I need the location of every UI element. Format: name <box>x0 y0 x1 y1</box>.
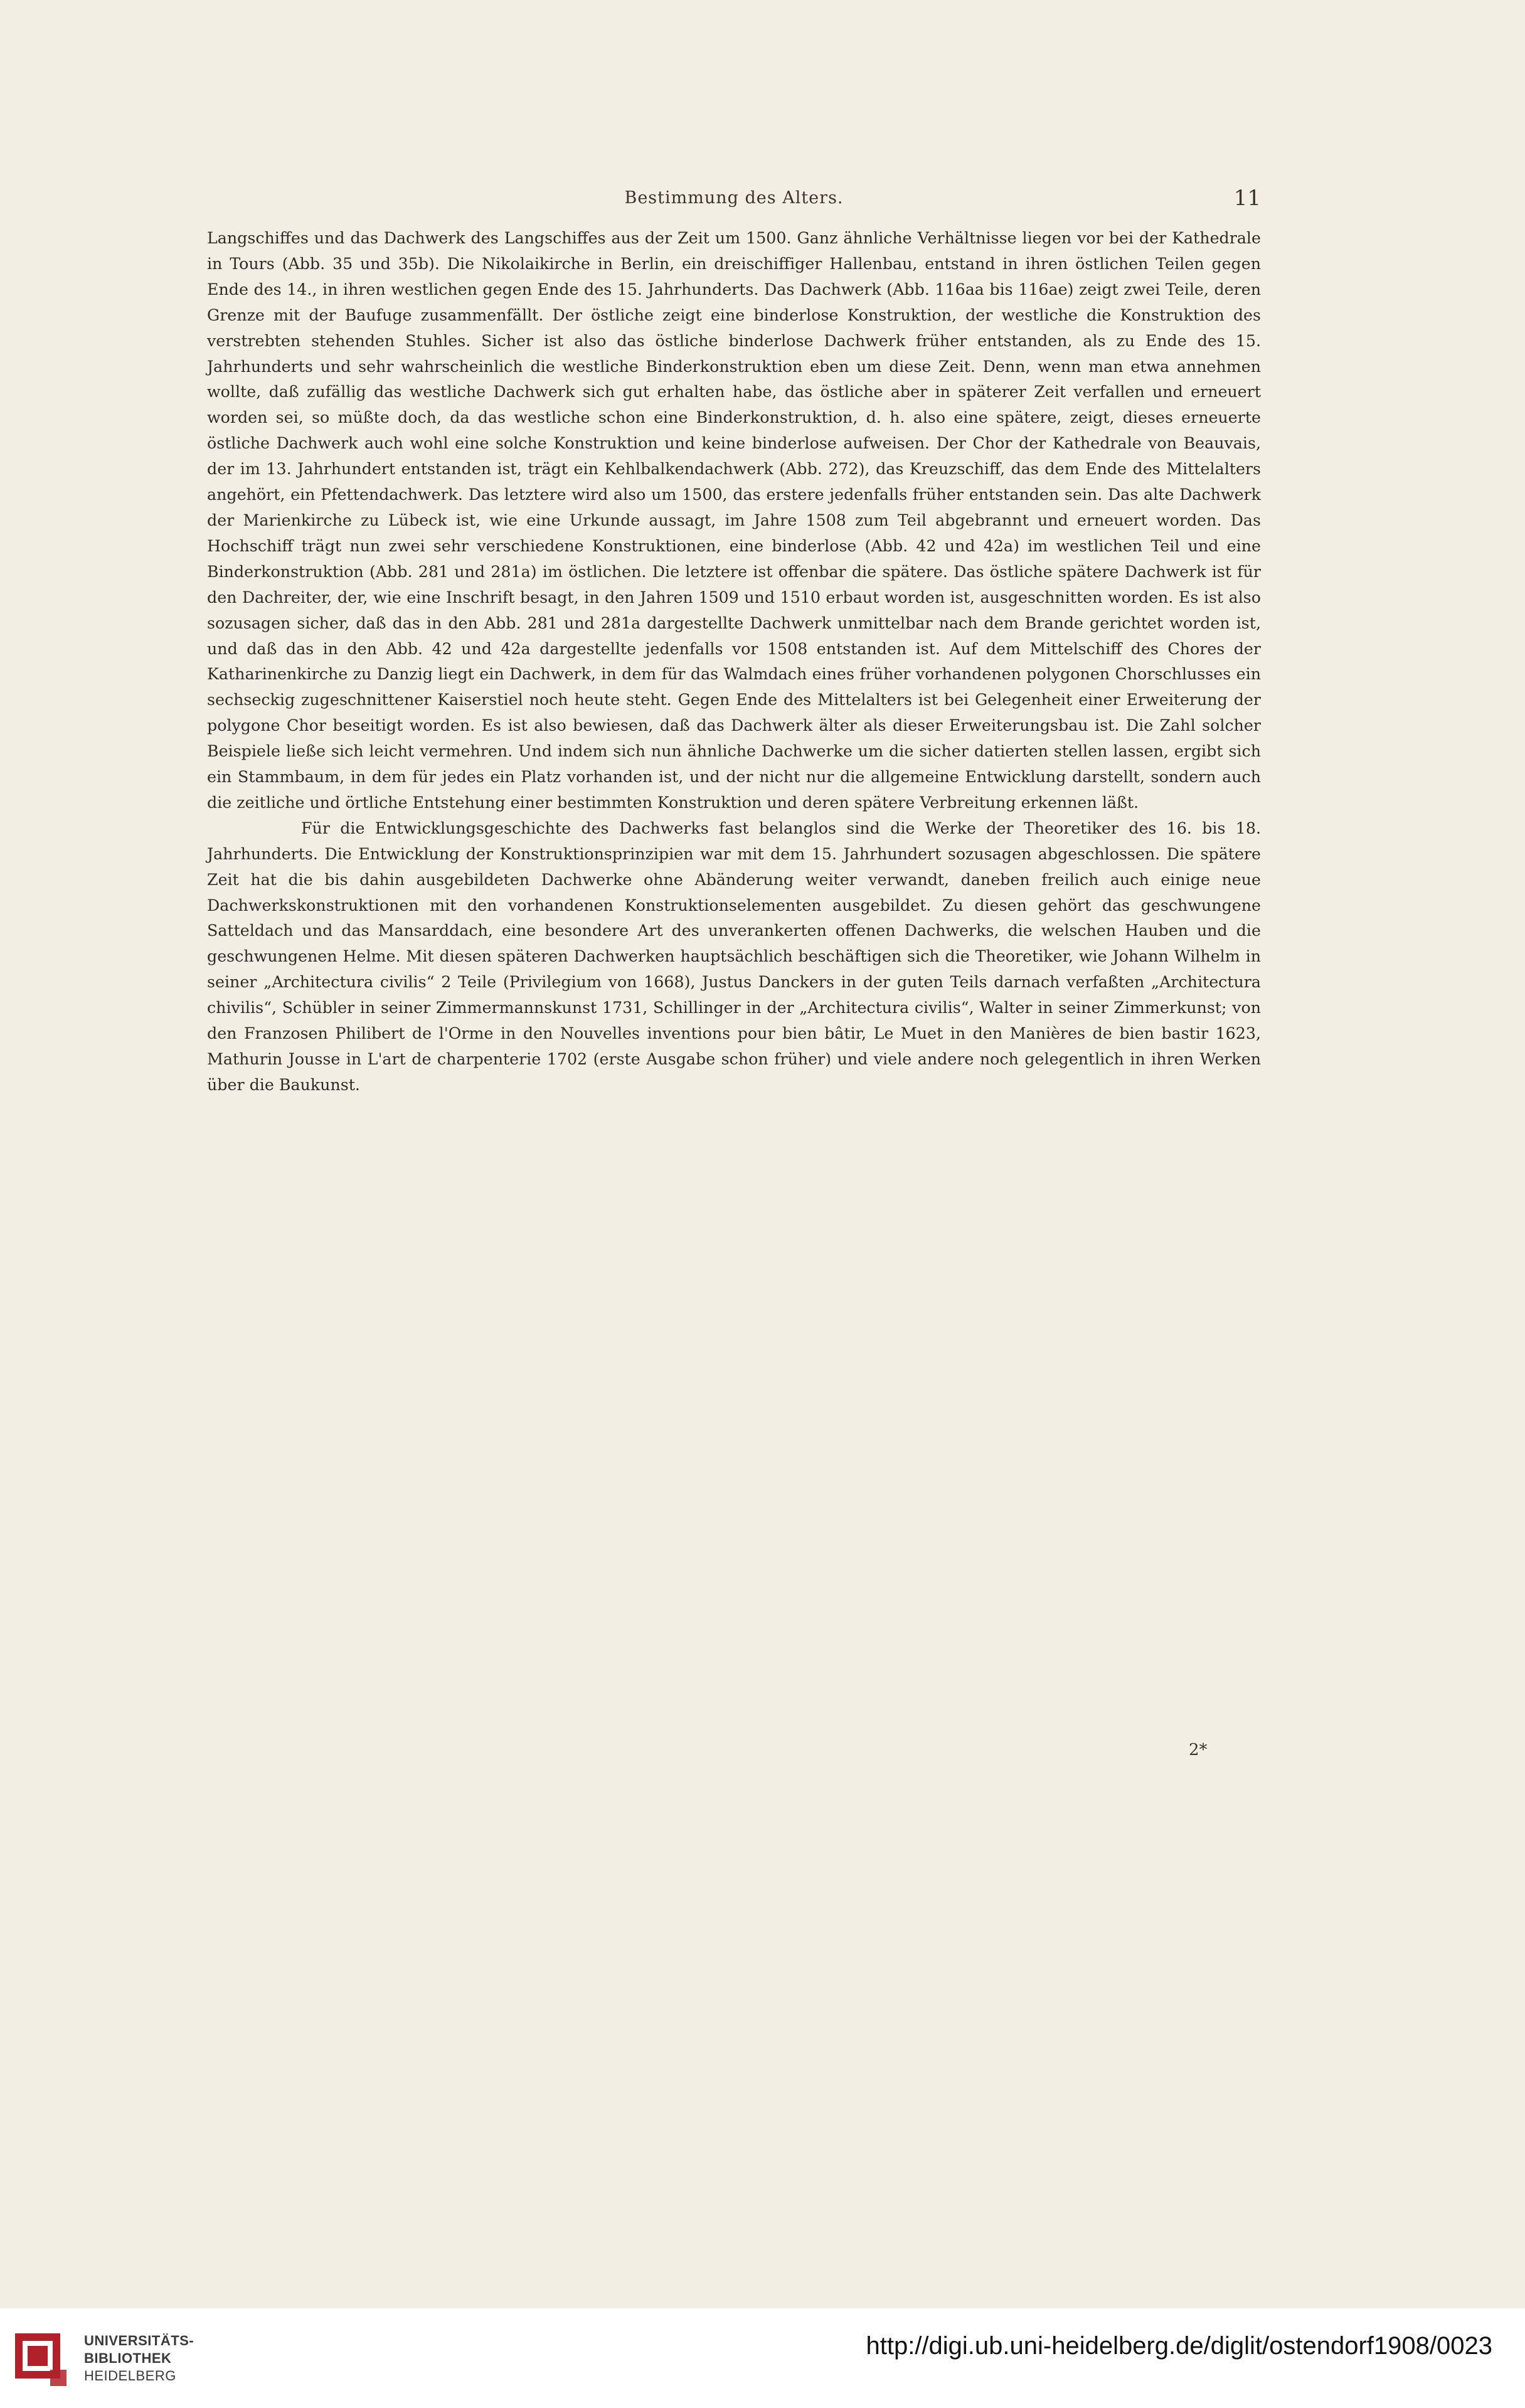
signature-mark: 2* <box>1189 1741 1208 1759</box>
library-name-line-3: HEIDELBERG <box>84 2368 176 2384</box>
paragraph-1: Langschiffes und das Dachwerk des Langschiffes aus der Zeit um 1500. Ganz ähnliche Verhältnisse liegen vor bei der Kathedrale in Tours (Abb. 35 und 35b). Die Nikolaikirche in Berlin, ein dreischiffiger Hallenbau, entstand in ihren östlichen Teilen gegen Ende des 14., in ihren westlichen gegen Ende des 15. Jahrhunderts. Das Dachwerk (Abb. 116aa bis 116ae) zeigt zwei Teile, deren Grenze mit der Baufuge zusammenfällt. Der östliche zeigt eine binderlose Konstruktion, der westliche die Konstruktion des verstrebten stehenden Stuhles. Sicher ist also das östliche binderlose Dachwerk früher entstanden, als zu Ende des 15. Jahrhunderts und sehr wahrscheinlich die westliche Binderkonstruktion eben um diese Zeit. Denn, wenn man etwa annehmen wollte, daß zufällig das westliche Dachwerk sich gut erhalten habe, das östliche aber in späterer Zeit verfallen und erneuert worden sei, so müßte doch, da das westliche schon eine Binderkonstruktion, d. h. also eine spätere, zeigt, dieses erneuerte östliche Dachwerk auch wohl eine solche Konstruktion und keine binderlose aufweisen. Der Chor der Kathedrale von Beauvais, der im 13. Jahrhundert entstanden ist, trägt ein Kehlbalkendachwerk (Abb. 272), das Kreuzschiff, das dem Ende des Mittelalters angehört, ein Pfettendachwerk. Das letztere wird also um 1500, das erstere jedenfalls früher entstanden sein. Das alte Dachwerk der Marienkirche zu Lübeck ist, wie eine Urkunde aussagt, im Jahre 1508 zum Teil abgebrannt und erneuert worden. Das Hochschiff trägt nun zwei sehr verschiedene Konstruktionen, eine binderlose (Abb. 42 und 42a) im westlichen Teil und eine Binderkonstruktion (Abb. 281 und 281a) im östlichen. Die letztere ist offenbar die spätere. Das östliche spätere Dachwerk ist für den Dachreiter, der, wie eine Inschrift besagt, in den Jahren 1509 und 1510 erbaut worden ist, ausgeschnitten worden. Es ist also sozusagen sicher, daß das in den Abb. 281 und 281a dargestellte Dachwerk unmittelbar nach dem Brande gerichtet worden ist, und daß das in den Abb. 42 und 42a dargestellte jedenfalls vor 1508 entstanden ist. Auf dem Mittelschiff des Chores der Katharinenkirche zu Danzig liegt ein Dachwerk, in dem für das Walmdach eines früher vorhandenen polygonen Chorschlusses ein sechseckig zugeschnittener Kaiserstiel noch heute steht. Gegen Ende des Mittelalters ist bei Gelegenheit einer Erweiterung der polygone Chor beseitigt worden. Es ist also bewiesen, daß das Dachwerk älter als dieser Erweiterungsbau ist. Die Zahl solcher Beispiele ließe sich leicht vermehren. Und indem sich nun ähnliche Dachwerke um die sicher datierten stellen lassen, ergibt sich ein Stammbaum, in dem für jedes ein Platz vorhanden ist, und der nicht nur die allgemeine Entwicklung darstellt, sondern auch die zeitliche und örtliche Entstehung einer bestimmten Konstruktion und deren spätere Verbreitung erkennen läßt. <box>207 229 1261 812</box>
running-header <box>207 186 1261 217</box>
library-name <box>84 2332 194 2385</box>
paragraph-2: Für die Entwicklungsgeschichte des Dachwerks fast belanglos sind die Werke der Theoretiker des 16. bis 18. Jahrhunderts. Die Entwicklung der Konstruktionsprinzipien war mit dem 15. Jahrhundert sozusagen abgeschlossen. Die spätere Zeit hat die bis dahin ausgebildeten Dachwerke ohne Abänderung weiter verwandt, daneben freilich auch einige neue Dachwerkskonstruktionen mit den vorhandenen Konstruktionselementen ausgebildet. Zu diesen gehört das geschwungene Satteldach und das Mansarddach, eine besondere Art des unverankerten offenen Dachwerks, die welschen Hauben und die geschwungenen Helme. Mit diesen späteren Dachwerken hauptsächlich beschäftigen sich die Theoretiker, wie Johann Wilhelm in seiner „Architectura civilis“ 2 Teile (Privilegium von 1668), Justus Danckers in der guten Teils darnach verfaßten „Architectura chivilis“, Schübler in seiner Zimmermannskunst 1731, Schillinger in der „Architectura civilis“, Walter in seiner Zimmerkunst; von den Franzosen Philibert de l'Orme in den Nouvelles inventions pour bien bâtir, Le Muet in den Manières de bien bastir 1623, Mathurin Jousse in L'art de charpenterie 1702 (erste Ausgabe schon früher) und viele andere noch gelegentlich in ihren Werken über die Baukunst. <box>207 819 1261 1094</box>
library-name-line-2: BIBLIOTHEK <box>84 2350 172 2366</box>
library-logo-icon[interactable] <box>14 2330 72 2387</box>
library-name-line-1: UNIVERSITÄTS- <box>84 2333 194 2348</box>
body-text <box>207 226 1261 1098</box>
source-url-link[interactable]: http://digi.ub.uni-heidelberg.de/diglit/ostendorf1908/0023 <box>866 2332 1492 2360</box>
header-title: Bestimmung des Alters. <box>624 188 844 208</box>
page-number: 11 <box>1233 186 1261 211</box>
